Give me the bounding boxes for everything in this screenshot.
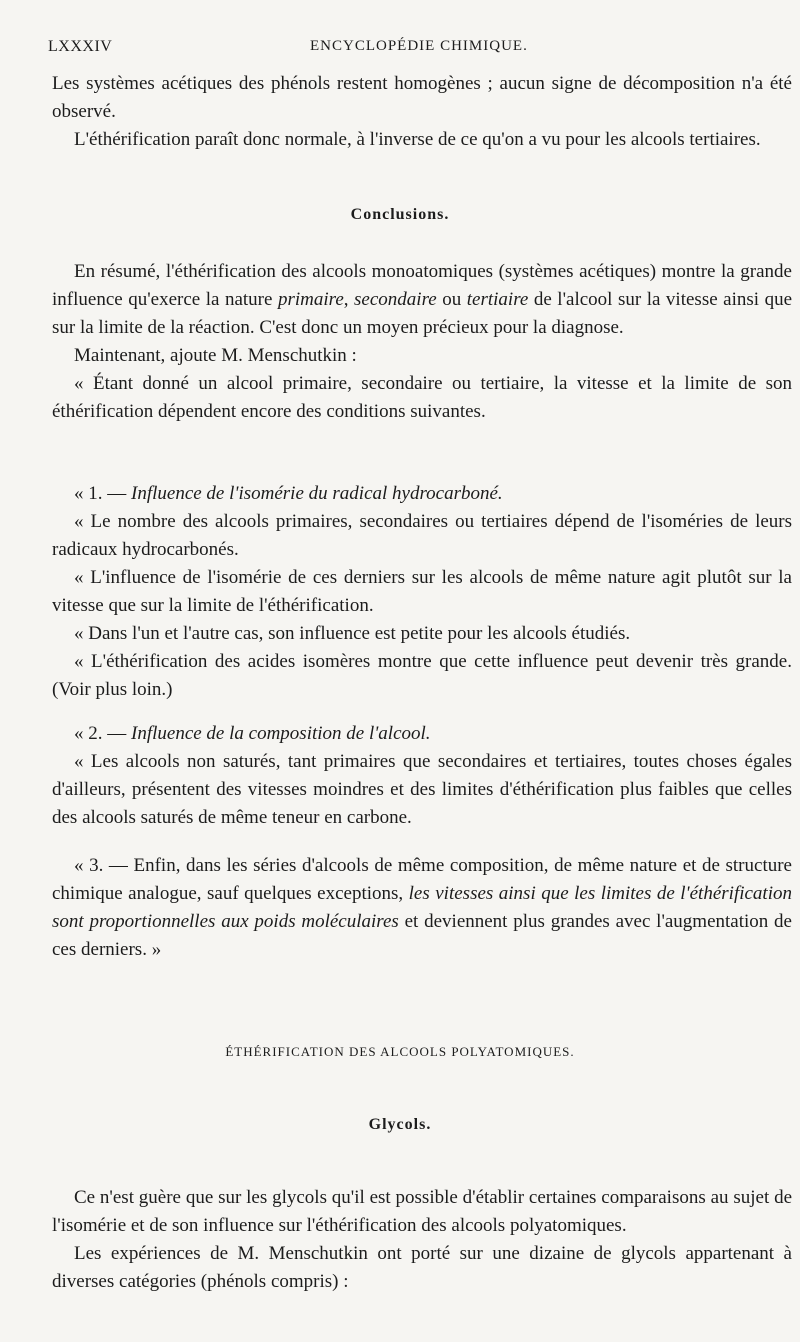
paragraph-acids-isomers: « L'éthérification des acides isomères montre que cette influence peut devenir très grande. (Voir plus loin.): [52, 651, 792, 700]
heading-glycols: Glycols.: [368, 1116, 432, 1133]
paragraph-number-alcohols: « Le nombre des alcools primaires, secondaires ou tertiaires dépend de l'isoméries de leurs radicaux hydrocarbonés.: [52, 511, 792, 560]
page-folio: LXXXIV: [48, 38, 113, 55]
paragraph-isomerie-influence: « L'influence de l'isomérie de ces derniers sur les alcools de même nature agit plutôt sur la vitesse que sur la limite de l'éthérification.: [52, 567, 792, 616]
paragraph-phenols: Les systèmes acétiques des phénols restent homogènes ; aucun signe de décomposition n'a été observé.: [52, 73, 792, 122]
paragraph-experiments: Les expériences de M. Menschutkin ont porté sur une dizaine de glycols appartenant à diverses catégories (phénols compris) :: [52, 1243, 792, 1292]
paragraph-unsaturated-alcohols: « Les alcools non saturés, tant primaires que secondaires et tertiaires, toutes choses égales d'ailleurs, présentent des vitesses moindres et des limites d'éthérification plus faibles que celles des alcools saturés de même teneur en carbone.: [52, 751, 792, 828]
intro-block: [52, 70, 792, 154]
paragraph-given-alcohol: « Étant donné un alcool primaire, secondaire ou tertiaire, la vitesse et la limite de son éthérification dépendent encore des conditions suivantes.: [52, 373, 792, 422]
paragraph-small-influence: « Dans l'un et l'autre cas, son influence est petite pour les alcools étudiés.: [74, 623, 631, 644]
item-1-heading: « 1. — Influence de l'isomérie du radical hydrocarboné.: [74, 483, 503, 504]
glycols-block: [52, 1184, 792, 1296]
item-2-heading: « 2. — Influence de la composition de l'alcool.: [74, 723, 431, 744]
paragraph-glycols-comparison: Ce n'est guère que sur les glycols qu'il est possible d'établir certaines comparaisons au sujet de l'isomérie et de son influence sur l'éthérification des alcools polyatomiques.: [52, 1187, 792, 1236]
conclusions-block: [52, 258, 792, 426]
item-3-block: [52, 852, 792, 964]
heading-polyatomic: ÉTHÉRIFICATION DES ALCOOLS POLYATOMIQUES.: [225, 1044, 575, 1059]
paragraph-menschutkin: Maintenant, ajoute M. Menschutkin :: [74, 345, 357, 366]
paragraph-etherification-normal: L'éthérification paraît donc normale, à l'inverse de ce qu'on a vu pour les alcools tertiaires.: [74, 129, 761, 150]
paragraph-summary: En résumé, l'éthérification des alcools monoatomiques (systèmes acétiques) montre la grande influence qu'exerce la nature primaire, secondaire ou tertiaire de l'alcool sur la vitesse ainsi que sur la limite de la réaction. C'est donc un moyen précieux pour la diagnose.: [52, 261, 793, 338]
heading-conclusions: Conclusions.: [350, 206, 450, 223]
running-title: ENCYCLOPÉDIE CHIMIQUE.: [310, 38, 528, 54]
page-header: [48, 38, 790, 62]
item-1-block: [52, 480, 792, 704]
paragraph-series-alcohols: « 3. — Enfin, dans les séries d'alcools de même composition, de même nature et de structure chimique analogue, sauf quelques exceptions, les vitesses ainsi que les limites de l'éthérification sont proportionnelles aux poids moléculaires et deviennent plus grandes avec l'augmentation de ces derniers. »: [52, 855, 792, 960]
item-2-block: [52, 720, 792, 832]
